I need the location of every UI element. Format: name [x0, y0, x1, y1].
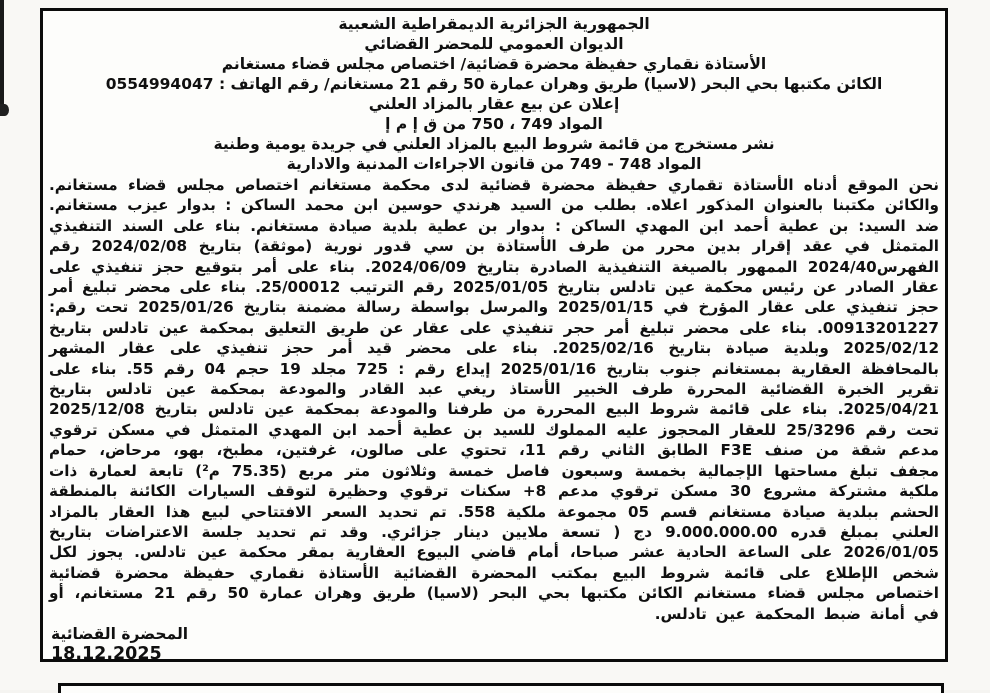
scan-artifact-blob — [0, 104, 9, 116]
bailiff-name-line: الأستاذة نقماري حفيظة محضرة قضائية/ اختصاص مجلس قضاء مستغانم — [221, 55, 767, 73]
law-articles-line-2: المواد 748 - 749 من قانون الاجراءات المدنية والادارية — [286, 155, 702, 173]
law-articles-line-1: المواد 749 ، 750 من ق إ م إ — [385, 115, 603, 133]
republic-title-line: الجمهورية الجزائرية الديمقراطية الشعبية — [338, 15, 650, 33]
scan-artifact-edge — [0, 0, 4, 110]
signature-line: المحضرة القضائية — [51, 624, 189, 643]
document-date: 18.12.2025 — [51, 643, 162, 662]
notice-body-paragraph: نحن الموقع أدناه الأستاذة تقماري حفيظة محضرة قضائية لدى محكمة مستغانم اختصاص مجلس قضاء مستغانم. والكائن مكتبنا بالعنوان المذكور اعلاه. بطلب من السيد هرندي حوسين ابن محمد الساكن : بدوار عيزب مستغانم. ضد السيد: بن عطية أحمد ابن المهدي الساكن : بدوار بن عطية بلدية صيادة مستغانم. بناء على السند التنفيذي المتمثل في عقد إقرار بدين محرر من طرف الأستاذة بن سي قدور نورية (موثقة) بتاريخ 2024/02/08 رقم الفهرس2024/40 الممهور بالصيغة التنفيذية الصادرة بتاريخ 2024/06/09. بناء على أمر بتوقيع حجز تنفيذي على عقار الصادر عن رئيس محكمة عين تادلس بتاريخ 2025/01/05 رقم الترتيب 25/00012. بناء على محضر تبليغ أمر حجز تنفيذي على عقار المؤرخ في 2025/01/15 والمرسل بواسطة رسالة مضمنة بتاريخ 2025/01/26 تحت رقم: 00913201227. بناء على محضر تبليغ أمر حجر تنفيذي على عقار عن طريق التعليق بمحكمة عين تادلس بتاريخ 2025/02/12 وبلدية صيادة بتاريخ 2025/02/16. بناء على محضر قيد أمر حجز تنفيذي على عقار المشهر بالمحافظة العقارية بمستغانم جنوب بتاريخ 2025/01/16 إيداع رقم : 725 مجلد 19 حجم 04 رقم 55. بناء على تقرير الخبرة القضائية المحررة طرف الخبير الأستاذ ريغي عبد القادر والمودعة بمحكمة عين تادلس بتاريخ 2025/04/21. بناء على قائمة شروط البيع المحررة من طرفنا والمودعة بمحكمة عين تادلس بتاريخ 2025/12/08 تحت رقم 25/3296 للعقار المحجوز عليه المملوك للسيد بن عطية أحمد ابن المهدي المتمثل في مسكن ترقوي مدعم شقة من صنف F3E الطابق الثاني رقم 11، تحتوي على صالون، غرفتين، مطبخ، بهو، مرحاض، حمام مجفف تبلغ مساحتها الإجمالية بخمسة وسبعون فاصل خمسة وثلاثون متر مربع (75.35 م²) تابعة لعمارة ذات ملكية مشتركة مشروع 30 مسكن ترقوي مدعم 8+ سكنات ترقوي وحظيرة لتوقف السيارات الكائنة بالمنطقة الحشم ببلدية صيادة مستغانم قسم 05 مجموعة ملكية 558. تم تحديد السعر الافتتاحي لبيع هذا العقار بالمزاد العلني بمبلغ قدره 9.000.000.00 دج ( تسعة ملايين دينار جزائري. وقد تم تحديد جلسة الاعتراضات بتاريخ 2026/01/05 على الساعة الحادية عشر صباحا، أمام قاضي البيوع العقارية بمقر محكمة عين تادلس. يجوز لكل شخص الإطلاع على قائمة شروط البيع بمكتب المحضرة القضائية الأستاذة نقماري حفيظة محضرة قضائية اختصاص مجلس قضاء مستغانم الكائن مكتبها بحي البحر (لاسيا) طريق وهران عمارة 50 رقم 21 مستغانم، أو في أمانة ضبط المحكمة عين تادلس. — [49, 176, 940, 623]
publication-statement-line: نشر مستخرج من قائمة شروط البيع بالمزاد العلني في جريدة يومية وطنية — [213, 135, 775, 153]
bailiff-office-line: الديوان العمومي للمحضر القضائي — [364, 35, 624, 53]
notice-title: إعلان عن بيع عقار بالمزاد العلني — [368, 95, 620, 113]
auction-notice-document — [40, 8, 948, 662]
next-document-top-edge — [58, 683, 944, 693]
office-address-phone-line: الكائن مكتبها بحي البحر (لاسيا) طريق وهران عمارة 50 رقم 21 مستغانم/ رقم الهاتف : 0554994047 — [105, 75, 883, 93]
